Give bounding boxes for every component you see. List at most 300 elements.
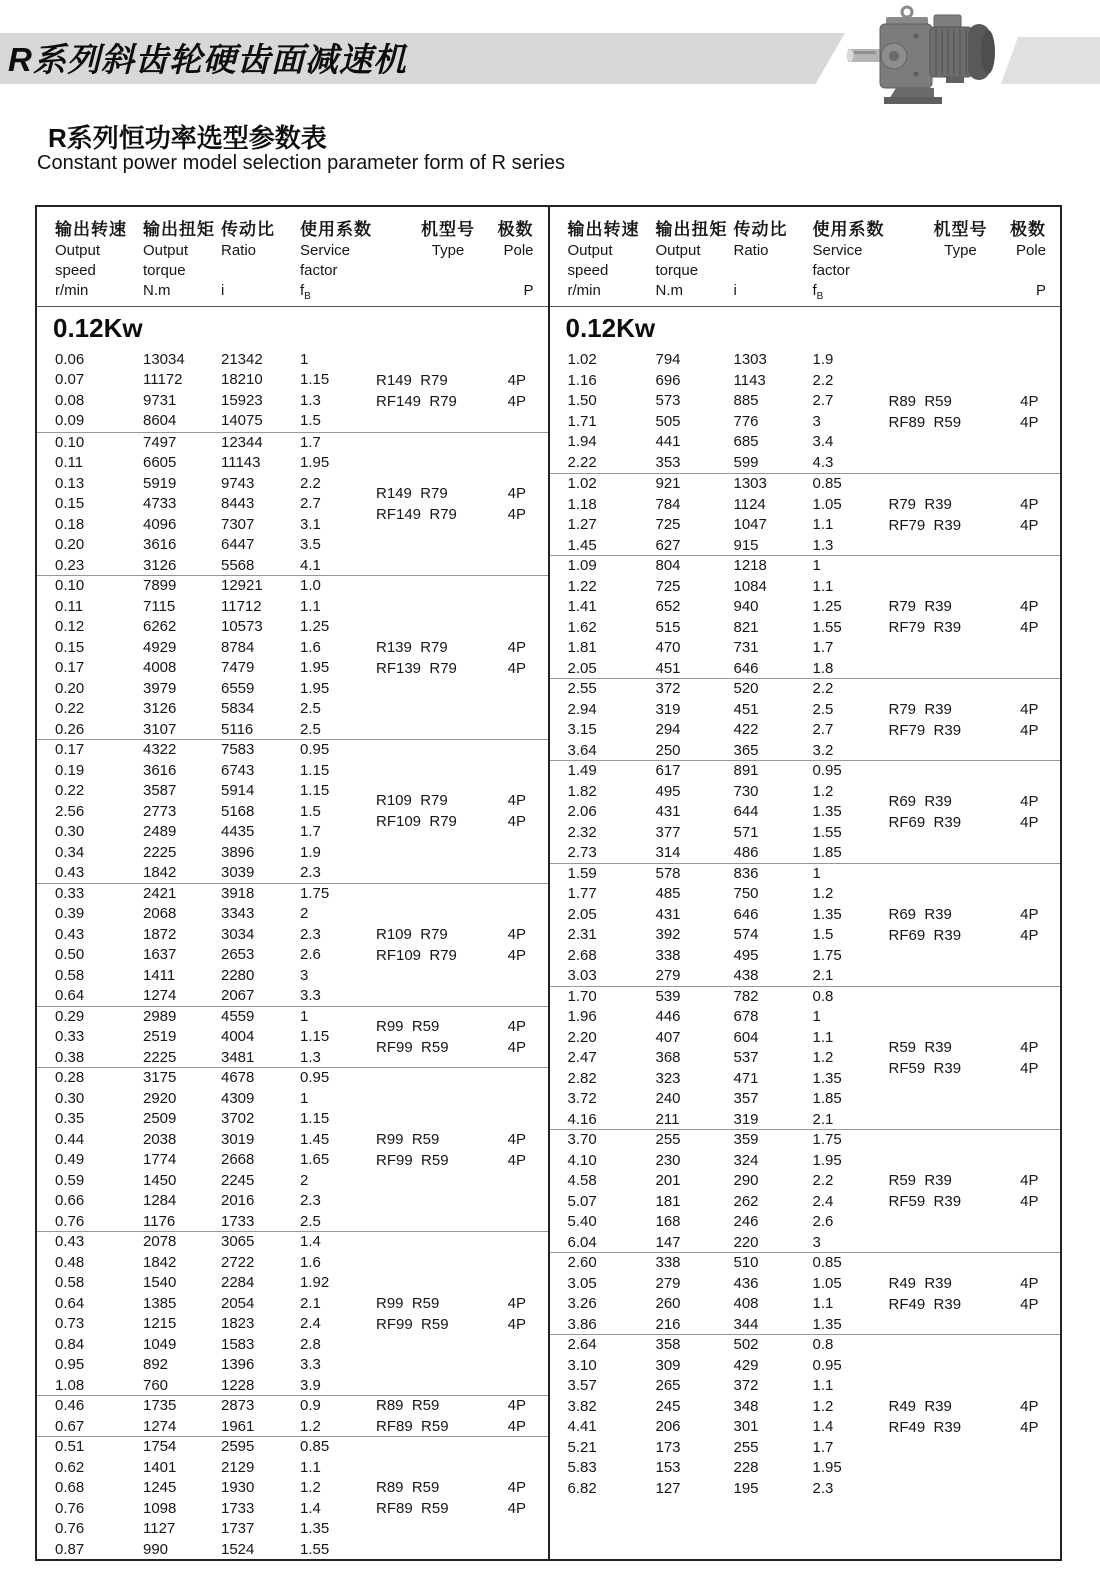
output-speed-cell: 0.08 [55, 391, 85, 409]
pole-value: 4P [1020, 598, 1039, 615]
output-torque-cell: 353 [655, 453, 681, 471]
output-torque-cell: 1245 [143, 1479, 177, 1496]
output-speed-cell: 0.22 [55, 700, 85, 717]
output-speed-cell: 0.19 [55, 761, 85, 779]
ratio-cell: 228 [733, 1459, 759, 1476]
service-factor-cell: 2.3 [812, 1479, 834, 1497]
service-factor-cell: 1.6 [300, 1253, 321, 1271]
model-group [550, 1252, 1061, 1334]
ratio-cell: 4309 [221, 1089, 255, 1107]
output-speed-cell: 3.86 [567, 1315, 597, 1333]
output-torque-cell: 230 [655, 1151, 681, 1169]
type-label [376, 790, 526, 832]
column-header-pole: 极数 Pole P [497, 220, 534, 299]
ratio-cell: 2129 [221, 1458, 255, 1476]
ratio-cell: 5914 [221, 782, 255, 799]
output-torque-cell: 279 [655, 967, 681, 984]
output-speed-cell: 2.31 [567, 926, 597, 943]
output-speed-cell: 6.04 [567, 1233, 597, 1251]
ratio-cell: 1218 [733, 557, 767, 574]
service-factor-cell: 2.3 [300, 1192, 321, 1209]
pole-value: 4P [507, 484, 526, 502]
service-factor-cell: 1.2 [812, 885, 834, 902]
output-torque-cell: 7115 [143, 597, 176, 615]
type-name: R139 R79 [376, 638, 448, 656]
service-factor-cell: 2.2 [812, 371, 834, 389]
type-name: R99 R59 [376, 1294, 440, 1312]
output-speed-cell: 0.39 [55, 905, 85, 922]
output-speed-cell: 1.94 [567, 433, 597, 450]
service-factor-cell: 1.75 [300, 884, 330, 902]
table-row [37, 720, 548, 740]
output-speed-cell: 0.13 [55, 474, 85, 492]
table-row [550, 864, 1061, 885]
ratio-cell: 3019 [221, 1130, 255, 1148]
table-row [550, 1356, 1061, 1377]
column-header-speed: 输出转速 Output speed r/min [567, 220, 640, 299]
service-factor-cell: 2.1 [300, 1294, 321, 1312]
output-torque-cell: 1049 [143, 1335, 177, 1353]
table-row [37, 1212, 548, 1232]
service-factor-cell: 1.15 [300, 782, 330, 799]
pole-value: 4P [1020, 392, 1039, 410]
ratio-cell: 2668 [221, 1151, 255, 1168]
service-factor-cell: 1 [812, 864, 821, 882]
output-torque-cell: 294 [655, 721, 681, 738]
output-torque-cell: 3979 [143, 679, 177, 697]
output-speed-cell: 1.22 [567, 577, 597, 595]
ratio-cell: 599 [733, 453, 759, 471]
column-header-type: 机型号 Type [933, 220, 988, 259]
ratio-cell: 502 [733, 1336, 759, 1353]
output-speed-cell: 0.73 [55, 1315, 85, 1332]
service-factor-cell: 0.8 [812, 987, 834, 1005]
output-torque-cell: 3616 [143, 761, 177, 779]
pole-value: 4P [1020, 813, 1039, 831]
output-speed-cell: 0.58 [55, 966, 85, 984]
ratio-cell: 537 [733, 1049, 759, 1066]
output-speed-cell: 1.02 [567, 475, 597, 492]
output-speed-cell: 2.05 [567, 659, 597, 677]
table-row [550, 741, 1061, 761]
output-speed-cell: 0.20 [55, 679, 85, 697]
output-torque-cell: 485 [655, 885, 681, 902]
ratio-cell: 3896 [221, 843, 255, 861]
ratio-cell: 3065 [221, 1233, 255, 1250]
pole-value: 4P [1020, 926, 1039, 944]
type-name: RF109 R79 [376, 813, 457, 831]
ratio-cell: 3702 [221, 1110, 255, 1127]
service-factor-cell: 1.15 [300, 1028, 330, 1045]
ratio-cell: 885 [733, 392, 759, 409]
output-torque-cell: 3616 [143, 536, 177, 553]
type-name: R89 R59 [376, 1397, 440, 1414]
output-torque-cell: 2038 [143, 1130, 177, 1148]
ratio-cell: 1047 [733, 516, 767, 533]
ratio-cell: 319 [733, 1110, 759, 1128]
pole-value: 4P [507, 638, 526, 656]
output-torque-cell: 2489 [143, 823, 177, 840]
type-name: RF79 R39 [888, 516, 962, 534]
output-torque-cell: 173 [655, 1438, 681, 1456]
output-speed-cell: 1.08 [55, 1376, 85, 1394]
output-speed-cell: 1.27 [567, 516, 597, 533]
pole-value: 4P [1020, 413, 1039, 431]
pole-value: 4P [1020, 1418, 1039, 1436]
ratio-cell: 4435 [221, 823, 255, 840]
service-factor-cell: 0.95 [300, 741, 330, 758]
type-name: R79 R39 [888, 700, 952, 718]
output-torque-cell: 245 [655, 1397, 681, 1415]
table-row [37, 1273, 548, 1294]
table-row [550, 843, 1061, 863]
output-speed-cell: 1.81 [567, 639, 597, 656]
output-torque-cell: 892 [143, 1356, 169, 1373]
type-name: R59 R39 [888, 1038, 952, 1056]
ratio-cell: 3343 [221, 905, 255, 922]
table-row [550, 474, 1061, 495]
ratio-cell: 915 [733, 536, 759, 554]
pole-value: 4P [507, 392, 526, 410]
model-group [37, 1231, 548, 1395]
table-row [37, 556, 548, 576]
ratio-cell: 2054 [221, 1294, 255, 1312]
column-header-torque: 输出扭矩 Output torque N.m [655, 220, 728, 299]
output-speed-cell: 3.26 [567, 1295, 597, 1312]
output-speed-cell: 0.22 [55, 782, 85, 799]
type-name: RF79 R39 [888, 619, 962, 636]
output-speed-cell: 0.11 [55, 454, 84, 471]
service-factor-cell: 2.7 [300, 495, 321, 512]
pole-value: 4P [507, 1151, 526, 1169]
service-factor-cell: 1.35 [812, 905, 842, 923]
pole-value: 4P [1020, 1172, 1039, 1189]
service-factor-cell: 1.05 [812, 495, 842, 513]
service-factor-cell: 1.1 [300, 1458, 321, 1476]
table-row [37, 884, 548, 905]
service-factor-cell: 3 [812, 1233, 821, 1251]
output-torque-cell: 240 [655, 1090, 681, 1107]
ratio-cell: 1396 [221, 1356, 255, 1373]
output-speed-cell: 1.18 [567, 495, 597, 513]
table-row [550, 1479, 1061, 1499]
eyebolt-icon [902, 7, 912, 17]
service-factor-cell: 1.1 [812, 1377, 834, 1394]
table-row [550, 659, 1061, 679]
output-speed-cell: 0.35 [55, 1110, 85, 1127]
service-factor-cell: 1.92 [300, 1274, 330, 1291]
output-speed-cell: 3.72 [567, 1090, 597, 1107]
pole-value: 4P [507, 946, 526, 964]
service-factor-cell: 2.1 [812, 967, 834, 984]
output-torque-cell: 1637 [143, 946, 177, 963]
model-group [550, 473, 1061, 555]
output-speed-cell: 1.49 [567, 762, 597, 779]
output-speed-cell: 0.67 [55, 1417, 85, 1435]
output-speed-cell: 2.64 [567, 1336, 597, 1353]
type-label [376, 1016, 526, 1058]
type-name: RF79 R39 [888, 721, 962, 739]
type-name: R59 R39 [888, 1172, 952, 1189]
service-factor-cell: 2.3 [300, 925, 321, 943]
table-row [37, 1253, 548, 1274]
service-factor-cell: 1.25 [300, 618, 330, 635]
output-speed-cell: 3.05 [567, 1274, 597, 1292]
type-name: RF69 R39 [888, 813, 962, 831]
ratio-cell: 678 [733, 1008, 759, 1025]
ratio-cell: 14075 [221, 412, 263, 429]
output-torque-cell: 627 [655, 536, 681, 554]
output-torque-cell: 1401 [143, 1458, 177, 1476]
output-speed-cell: 0.44 [55, 1130, 85, 1148]
output-torque-cell: 3175 [143, 1069, 177, 1086]
ratio-cell: 782 [733, 987, 759, 1005]
type-label [889, 391, 1039, 433]
output-speed-cell: 3.10 [567, 1356, 597, 1374]
type-name: RF59 R39 [888, 1059, 962, 1077]
output-torque-cell: 451 [655, 659, 681, 677]
output-torque-cell: 539 [655, 987, 681, 1005]
ratio-cell: 731 [733, 639, 759, 656]
table-row [550, 1335, 1061, 1356]
output-torque-cell: 7497 [143, 433, 177, 451]
output-torque-cell: 407 [655, 1028, 681, 1046]
table-row [37, 1232, 548, 1253]
service-factor-cell: 2 [300, 1171, 309, 1189]
type-label [889, 699, 1039, 741]
table-row [37, 966, 548, 987]
output-torque-cell: 495 [655, 782, 681, 800]
output-torque-cell: 1284 [143, 1192, 177, 1209]
service-factor-cell: 1.9 [300, 843, 321, 861]
output-speed-cell: 0.23 [55, 556, 85, 574]
pole-value: 4P [507, 505, 526, 523]
pole-value: 4P [1020, 700, 1039, 718]
ratio-cell: 348 [733, 1397, 759, 1415]
ratio-cell: 4559 [221, 1007, 255, 1025]
table-row [550, 884, 1061, 905]
pole-value: 4P [1020, 721, 1039, 739]
ratio-cell: 365 [733, 741, 759, 759]
service-factor-cell: 2.2 [812, 1172, 834, 1189]
ratio-cell: 422 [733, 721, 759, 738]
output-torque-cell: 505 [655, 412, 681, 430]
pole-value: 4P [507, 813, 526, 831]
type-label [889, 1170, 1039, 1212]
ratio-cell: 1303 [733, 475, 767, 492]
column-header-torque: 输出扭矩 Output torque N.m [143, 220, 215, 299]
service-factor-cell: 2 [300, 905, 309, 922]
service-factor-cell: 1.5 [300, 802, 321, 820]
table-row [37, 535, 548, 556]
table-row [37, 1068, 548, 1089]
service-factor-cell: 1.55 [300, 1540, 330, 1558]
page-subtitle: Constant power model selection parameter form of R series [37, 152, 566, 174]
output-torque-cell: 368 [655, 1049, 681, 1066]
output-speed-cell: 2.68 [567, 946, 597, 964]
service-factor-cell: 2.5 [300, 700, 321, 717]
output-speed-cell: 3.82 [567, 1397, 597, 1415]
type-label [376, 637, 526, 679]
pole-value: 4P [1020, 495, 1039, 513]
output-torque-cell: 1842 [143, 864, 177, 881]
ratio-cell: 1124 [733, 495, 766, 513]
output-torque-cell: 2920 [143, 1089, 177, 1107]
service-factor-cell: 1.85 [812, 844, 842, 861]
output-speed-cell: 0.76 [55, 1499, 85, 1517]
ratio-cell: 3034 [221, 925, 255, 943]
service-factor-cell: 3.3 [300, 987, 321, 1004]
ratio-cell: 1143 [733, 371, 766, 389]
service-factor-cell: 1.4 [300, 1233, 321, 1250]
table-row [550, 987, 1061, 1008]
service-factor-cell: 1.15 [300, 1110, 330, 1127]
type-name: RF49 R39 [888, 1418, 962, 1436]
output-torque-cell: 9731 [143, 391, 177, 409]
output-speed-cell: 0.76 [55, 1212, 85, 1230]
table-row [37, 679, 548, 700]
ratio-cell: 359 [733, 1131, 759, 1148]
output-speed-cell: 2.94 [567, 700, 597, 718]
output-torque-cell: 1274 [143, 1417, 177, 1435]
output-torque-cell: 431 [655, 803, 681, 820]
model-group [550, 1334, 1061, 1498]
service-factor-cell: 0.8 [812, 1336, 834, 1353]
service-factor-cell: 2.7 [812, 721, 834, 738]
table-row [550, 1253, 1061, 1274]
ratio-cell: 510 [733, 1254, 759, 1271]
output-speed-cell: 2.32 [567, 823, 597, 841]
pole-value: 4P [507, 1397, 526, 1414]
table-row [550, 1007, 1061, 1028]
output-torque-cell: 206 [655, 1418, 681, 1435]
ratio-cell: 3918 [221, 884, 255, 902]
output-speed-cell: 4.58 [567, 1172, 597, 1189]
type-label [376, 924, 526, 966]
service-factor-cell: 1.2 [812, 782, 834, 800]
output-torque-cell: 4733 [143, 495, 177, 512]
ratio-cell: 290 [733, 1172, 759, 1189]
output-torque-cell: 573 [655, 392, 681, 409]
service-factor-cell: 1.25 [812, 598, 842, 615]
ratio-cell: 451 [733, 700, 759, 718]
model-group [37, 1436, 548, 1559]
column-header-ratio: 传动比 Ratio i [221, 220, 275, 299]
service-factor-cell: 2.8 [300, 1335, 321, 1353]
output-speed-cell: 1.62 [567, 618, 597, 636]
output-speed-cell: 1.16 [567, 371, 597, 389]
pole-value: 4P [507, 1500, 526, 1517]
pole-value: 4P [507, 1479, 526, 1496]
output-speed-cell: 5.21 [567, 1438, 597, 1456]
table-row [37, 597, 548, 618]
type-name: R49 R39 [888, 1274, 952, 1292]
output-torque-cell: 3126 [143, 556, 177, 574]
service-factor-cell: 2.2 [300, 474, 321, 492]
ratio-cell: 3039 [221, 864, 255, 881]
output-torque-cell: 1540 [143, 1274, 177, 1291]
output-torque-cell: 470 [655, 639, 681, 656]
service-factor-cell: 1 [812, 1008, 821, 1025]
output-torque-cell: 8604 [143, 412, 177, 429]
ratio-cell: 3481 [221, 1048, 255, 1066]
output-speed-cell: 1.71 [567, 412, 597, 430]
output-torque-cell: 784 [655, 495, 681, 513]
type-label [376, 483, 526, 525]
output-torque-cell: 211 [655, 1110, 680, 1128]
table-row [550, 1212, 1061, 1233]
output-torque-cell: 1411 [143, 966, 176, 984]
type-label [376, 1293, 526, 1335]
output-torque-cell: 6262 [143, 618, 177, 635]
output-torque-cell: 3587 [143, 782, 177, 799]
table-row [550, 1458, 1061, 1479]
service-factor-cell: 0.95 [812, 762, 842, 779]
type-name: R99 R59 [376, 1130, 440, 1148]
output-speed-cell: 1.96 [567, 1008, 597, 1025]
ratio-cell: 262 [733, 1192, 759, 1210]
ratio-cell: 2722 [221, 1253, 255, 1271]
output-torque-cell: 1098 [143, 1499, 177, 1517]
table-half-right [550, 207, 1061, 1559]
table-row [37, 1191, 548, 1212]
table-row [37, 904, 548, 925]
output-speed-cell: 0.33 [55, 1028, 85, 1045]
ratio-cell: 750 [733, 885, 759, 902]
table-row [37, 1089, 548, 1110]
type-name: RF99 R59 [376, 1038, 449, 1056]
ratio-cell: 2016 [221, 1192, 255, 1209]
output-torque-cell: 2078 [143, 1233, 177, 1250]
ratio-cell: 1084 [733, 577, 767, 595]
service-factor-cell: 1.1 [812, 516, 834, 533]
type-name: R99 R59 [376, 1017, 440, 1035]
service-factor-cell: 0.85 [300, 1438, 330, 1455]
output-speed-cell: 3.15 [567, 721, 597, 738]
ratio-cell: 5168 [221, 802, 255, 820]
type-name: R109 R79 [376, 792, 448, 810]
output-torque-cell: 168 [655, 1213, 681, 1230]
output-torque-cell: 181 [655, 1192, 681, 1210]
ratio-cell: 1524 [221, 1540, 255, 1558]
output-speed-cell: 0.87 [55, 1540, 85, 1558]
ratio-cell: 646 [733, 659, 759, 677]
power-section-label: 0.12Kw [565, 313, 656, 343]
ratio-cell: 220 [733, 1233, 759, 1251]
output-torque-cell: 265 [655, 1377, 681, 1394]
type-label [889, 1273, 1039, 1315]
type-name: R89 R59 [376, 1479, 440, 1496]
output-speed-cell: 0.30 [55, 1089, 85, 1107]
ratio-cell: 15923 [221, 391, 263, 409]
output-torque-cell: 1176 [143, 1212, 176, 1230]
output-speed-cell: 0.49 [55, 1151, 85, 1168]
power-section-label: 0.12Kw [53, 312, 143, 343]
output-speed-cell: 4.10 [567, 1151, 597, 1169]
output-torque-cell: 260 [655, 1295, 681, 1312]
output-torque-cell: 725 [655, 516, 681, 533]
pole-value: 4P [507, 371, 526, 389]
table-row [37, 1335, 548, 1356]
service-factor-cell: 4.1 [300, 556, 321, 574]
service-factor-cell: 3.1 [300, 515, 321, 533]
ratio-cell: 2245 [221, 1171, 255, 1189]
table-header [37, 207, 548, 307]
ratio-cell: 821 [733, 618, 759, 636]
ratio-cell: 436 [733, 1274, 759, 1292]
ratio-cell: 1961 [221, 1417, 255, 1435]
output-torque-cell: 358 [655, 1336, 681, 1353]
